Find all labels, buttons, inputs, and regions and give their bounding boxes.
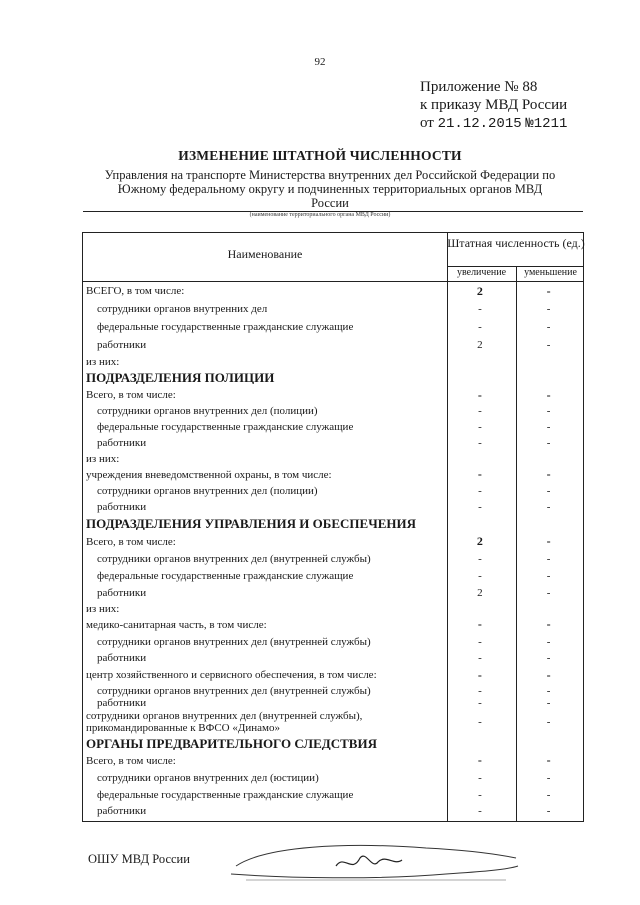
appendix-date: 21.12.2015 bbox=[437, 116, 522, 132]
page-number: 92 bbox=[314, 56, 326, 68]
row-increase: 2 bbox=[477, 586, 483, 599]
table-row bbox=[83, 786, 583, 803]
row-decrease: - bbox=[546, 753, 551, 767]
row-increase: - bbox=[478, 485, 482, 497]
row-name: сотрудники органов внутренних дел (юстиции) bbox=[97, 771, 319, 784]
row-name: сотрудники органов внутренних дел (полиции) bbox=[97, 405, 318, 417]
table-row bbox=[83, 601, 583, 616]
table-row bbox=[83, 403, 583, 419]
document-title: ИЗМЕНЕНИЕ ШТАТНОЙ ЧИСЛЕННОСТИ bbox=[178, 148, 462, 163]
row-name: федеральные государственные гражданские служащие bbox=[97, 321, 354, 333]
table-row bbox=[83, 616, 583, 633]
table-row bbox=[83, 633, 583, 650]
row-name: из них: bbox=[86, 452, 120, 465]
row-name: работники bbox=[97, 652, 147, 664]
row-increase: - bbox=[478, 716, 482, 728]
row-name: из них: bbox=[86, 355, 120, 368]
row-increase: - bbox=[478, 303, 482, 315]
table-row bbox=[83, 684, 583, 697]
table-row bbox=[83, 282, 583, 300]
table-row bbox=[83, 515, 583, 533]
row-name: ВСЕГО, в том числе: bbox=[86, 285, 185, 297]
table-row bbox=[83, 567, 583, 584]
row-increase: - bbox=[477, 667, 482, 682]
row-name: работники bbox=[97, 437, 147, 449]
row-name: сотрудники органов внутренних дел (полиции) bbox=[97, 485, 318, 497]
row-decrease: - bbox=[546, 667, 551, 682]
row-name: Всего, в том числе: bbox=[86, 535, 176, 548]
row-name: ОРГАНЫ ПРЕДВАРИТЕЛЬНОГО СЛЕДСТВИЯ bbox=[86, 737, 377, 750]
table-row bbox=[83, 336, 583, 354]
header-decrease: уменьшение bbox=[524, 267, 577, 278]
row-decrease: - bbox=[546, 697, 551, 709]
row-decrease: - bbox=[546, 635, 551, 648]
appendix-block bbox=[420, 78, 567, 133]
table-row bbox=[83, 354, 583, 369]
row-decrease: - bbox=[546, 303, 551, 315]
row-increase: - bbox=[477, 387, 482, 402]
row-increase: - bbox=[478, 437, 482, 449]
row-name: федеральные государственные гражданские служащие bbox=[97, 788, 354, 801]
appendix-order-number: №1211 bbox=[525, 116, 568, 132]
table-row bbox=[83, 697, 583, 709]
appendix-date-line bbox=[420, 114, 567, 133]
row-decrease: - bbox=[546, 716, 551, 728]
row-decrease: - bbox=[546, 467, 551, 481]
row-name: Всего, в том числе: bbox=[86, 389, 176, 401]
row-decrease: - bbox=[546, 501, 551, 513]
row-increase: - bbox=[478, 501, 482, 513]
row-name: сотрудники органов внутренних дел (внутренней службы) bbox=[97, 684, 371, 697]
row-name: сотрудники органов внутренних дел (внутренней службы), прикомандированные к ВФСО «Динамо» bbox=[86, 710, 363, 734]
row-decrease: - bbox=[546, 437, 551, 449]
organization-name: Управления на транспорте Министерства внутренних дел Российской Федерации по Южному федеральному округу и подчиненных территориальных органов МВД России bbox=[104, 168, 556, 210]
header-staff-count: Штатная численность (ед.) bbox=[447, 236, 585, 250]
row-name: из них: bbox=[86, 602, 120, 615]
row-decrease: - bbox=[546, 387, 551, 402]
signature-mark bbox=[226, 836, 526, 886]
row-decrease: - bbox=[546, 405, 551, 417]
header-name: Наименование bbox=[227, 247, 303, 261]
table-row bbox=[83, 419, 583, 435]
table-row bbox=[83, 318, 583, 336]
table-row bbox=[83, 387, 583, 403]
table-row bbox=[83, 666, 583, 684]
row-name: центр хозяйственного и сервисного обеспечения, в том числе: bbox=[86, 669, 377, 681]
table-row bbox=[83, 466, 583, 483]
table-row bbox=[83, 735, 583, 752]
row-decrease: - bbox=[546, 421, 551, 433]
row-name: работники bbox=[97, 804, 147, 817]
row-name: федеральные государственные гражданские служащие bbox=[97, 421, 354, 433]
header-increase: увеличение bbox=[456, 267, 507, 278]
row-name: Всего, в том числе: bbox=[86, 754, 176, 767]
row-increase: - bbox=[478, 652, 482, 664]
row-decrease: - bbox=[546, 552, 551, 565]
row-decrease: - bbox=[546, 788, 551, 801]
row-increase: - bbox=[478, 804, 482, 817]
table-row bbox=[83, 709, 583, 735]
row-name: сотрудники органов внутренних дел (внутренней службы) bbox=[97, 552, 371, 565]
appendix-order: к приказу МВД России bbox=[420, 97, 568, 113]
table-row bbox=[83, 451, 583, 466]
signature-label: ОШУ МВД России bbox=[88, 852, 190, 866]
row-increase: - bbox=[478, 569, 482, 582]
row-decrease: - bbox=[546, 804, 551, 817]
row-name: работники bbox=[97, 586, 147, 599]
table-body bbox=[83, 282, 583, 818]
row-increase: - bbox=[478, 697, 482, 709]
row-name: работники bbox=[97, 697, 147, 709]
table-row bbox=[83, 300, 583, 318]
row-increase: - bbox=[478, 635, 482, 648]
staffing-table bbox=[82, 232, 584, 822]
row-decrease: - bbox=[546, 321, 551, 333]
table-row bbox=[83, 752, 583, 769]
row-name: учреждения вневедомственной охраны, в том числе: bbox=[86, 468, 332, 481]
row-increase: - bbox=[478, 321, 482, 333]
table-row bbox=[83, 435, 583, 451]
row-decrease: - bbox=[546, 339, 551, 351]
row-decrease: - bbox=[546, 586, 551, 599]
row-name: федеральные государственные гражданские служащие bbox=[97, 569, 354, 582]
row-increase: - bbox=[477, 617, 482, 631]
organization-caption: (наименование территориального органа МВД России) bbox=[249, 212, 391, 218]
row-increase: - bbox=[477, 753, 482, 767]
row-name: работники bbox=[97, 501, 147, 513]
appendix-number: Приложение № 88 bbox=[420, 79, 538, 95]
row-decrease: - bbox=[546, 684, 551, 697]
row-increase: 2 bbox=[476, 283, 483, 298]
row-increase: - bbox=[478, 771, 482, 784]
row-name: медико-санитарная часть, в том числе: bbox=[86, 618, 267, 631]
row-decrease: - bbox=[546, 485, 551, 497]
table-row bbox=[83, 483, 583, 499]
table-row bbox=[83, 769, 583, 786]
row-name: работники bbox=[97, 339, 147, 351]
table-row bbox=[83, 803, 583, 818]
row-name: сотрудники органов внутренних дел (внутренней службы) bbox=[97, 635, 371, 648]
row-decrease: - bbox=[546, 283, 551, 298]
row-increase: - bbox=[478, 405, 482, 417]
table-row bbox=[83, 499, 583, 515]
table-row bbox=[83, 550, 583, 567]
row-increase: - bbox=[477, 467, 482, 481]
row-name: ПОДРАЗДЕЛЕНИЯ ПОЛИЦИИ bbox=[86, 372, 275, 384]
row-increase: - bbox=[478, 421, 482, 433]
row-name: сотрудники органов внутренних дел bbox=[97, 303, 268, 315]
row-increase: - bbox=[478, 788, 482, 801]
row-decrease: - bbox=[546, 534, 551, 548]
table-row bbox=[83, 369, 583, 387]
row-increase: - bbox=[478, 552, 482, 565]
row-name: ПОДРАЗДЕЛЕНИЯ УПРАВЛЕНИЯ И ОБЕСПЕЧЕНИЯ bbox=[86, 518, 417, 530]
row-increase: 2 bbox=[476, 534, 483, 548]
appendix-date-prefix: от bbox=[420, 115, 438, 131]
row-decrease: - bbox=[546, 652, 551, 664]
table-row bbox=[83, 533, 583, 550]
row-increase: 2 bbox=[477, 339, 483, 351]
table-row bbox=[83, 584, 583, 601]
table-row bbox=[83, 650, 583, 666]
row-increase: - bbox=[478, 684, 482, 697]
row-decrease: - bbox=[546, 771, 551, 784]
row-decrease: - bbox=[546, 569, 551, 582]
row-decrease: - bbox=[546, 617, 551, 631]
